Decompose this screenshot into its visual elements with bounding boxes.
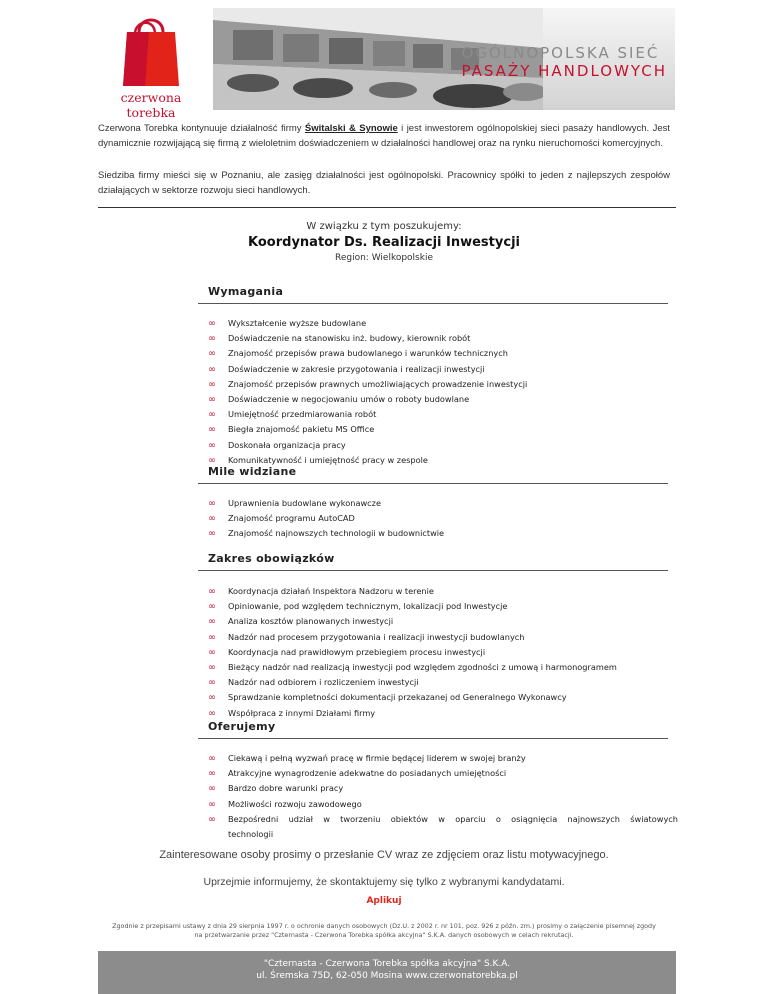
list-item-text: Nadzór nad odbiorem i rozliczeniem inwestycji	[228, 677, 419, 688]
list-item	[208, 346, 678, 361]
company-logo[interactable]	[95, 10, 207, 120]
list-item-text: Bardzo dobre warunki pracy	[228, 783, 344, 794]
infinity-bullet-icon: ∞	[208, 378, 216, 390]
section-divider	[198, 570, 668, 571]
list-item	[208, 331, 678, 346]
infinity-bullet-icon: ∞	[208, 513, 216, 525]
infinity-bullet-icon: ∞	[208, 692, 216, 704]
banner-line-1: OGÓLNOPOLSKA SIEĆ	[461, 44, 660, 62]
infinity-bullet-icon: ∞	[208, 677, 216, 689]
closing-line-1: Zainteresowane osoby prosimy o przesłanie CV wraz ze zdjęciem oraz listu motywacyjnego.	[159, 849, 609, 861]
section-heading-nice-to-have: Mile widziane	[208, 465, 297, 478]
list-item-text: Znajomość przepisów prawa budowlanego i warunków technicznych	[228, 348, 508, 359]
list-item-text: Możliwości rozwoju zawodowego	[228, 798, 362, 809]
list-item-text: Opiniowanie, pod względem technicznym, lokalizacji pod Inwestycje	[228, 601, 508, 612]
requirements-list	[208, 316, 678, 468]
list-item-text: Uprawnienia budowlane wykonawcze	[228, 498, 382, 508]
infinity-bullet-icon: ∞	[208, 631, 216, 643]
infinity-bullet-icon: ∞	[208, 394, 216, 406]
list-item-text: Współpraca z innymi Działami firmy	[228, 707, 376, 718]
infinity-bullet-icon: ∞	[208, 409, 216, 421]
list-item-text: Znajomość najnowszych technologii w budownictwie	[228, 528, 445, 539]
list-item	[208, 316, 678, 331]
list-item	[208, 511, 678, 526]
infinity-bullet-icon: ∞	[208, 439, 216, 451]
section-heading-requirements: Wymagania	[208, 285, 284, 298]
list-item	[208, 675, 678, 690]
list-item	[208, 781, 678, 796]
banner-title	[462, 44, 667, 80]
page-footer	[98, 951, 676, 994]
list-item	[208, 751, 678, 766]
infinity-bullet-icon: ∞	[208, 707, 216, 719]
legal-notice: Zgodnie z przepisami ustawy z dnia 29 sierpnia 1997 r. o ochronie danych osobowych (Dz.U. z 2002 r. nr 101, poz. 926 z późn. zm.) prosimy o załączenie pisemnej zgody na przetwarzanie przez "Czternasta - Czerwona Torebka spółka akcyjna" S.K.A. danych osobowych w celach rekrutacji.	[112, 922, 656, 939]
banner-line-2: PASAŻY HANDLOWYCH	[461, 62, 667, 80]
infinity-bullet-icon: ∞	[208, 601, 216, 613]
list-item	[208, 614, 678, 629]
list-item	[208, 660, 678, 675]
job-region: Region: Wielkopolskie	[335, 253, 433, 263]
infinity-bullet-icon: ∞	[208, 348, 216, 360]
infinity-bullet-icon: ∞	[208, 768, 216, 780]
list-item	[208, 690, 678, 705]
job-lead: W związku z tym poszukujemy:	[306, 221, 462, 232]
intro-paragraph-1	[98, 121, 670, 151]
footer-address: ul. Śremska 75D, 62-050 Mosina www.czerwonatorebka.pl	[256, 971, 518, 981]
infinity-bullet-icon: ∞	[208, 616, 216, 628]
shopping-bag-icon	[119, 10, 183, 88]
list-item-text: Wykształcenie wyższe budowlane	[228, 318, 367, 328]
offer-list	[208, 751, 678, 842]
list-item-text: Ciekawą i pełną wyzwań pracę w firmie będącej liderem w swojej branży	[228, 753, 526, 763]
infinity-bullet-icon: ∞	[208, 783, 216, 795]
infinity-bullet-icon: ∞	[208, 813, 216, 825]
list-item-text: Biegła znajomość pakietu MS Office	[228, 424, 375, 435]
infinity-bullet-icon: ∞	[208, 753, 216, 764]
duties-list	[208, 584, 678, 721]
list-item	[208, 362, 678, 377]
intro-text-after: i jest inwestorem ogólnopolskiej sieci pasaży handlowych. Jest dynamicznie rozwijającą się firmą z wieloletnim doświadczeniem w działalności handlowej oraz na rynku nieruchomości komercyjnych.	[98, 123, 670, 149]
nice-to-have-list	[208, 496, 678, 542]
list-item-text: Doświadczenie na stanowisku inż. budowy, kierownik robót	[228, 333, 471, 344]
logo-text: czerwona torebka	[120, 90, 182, 120]
list-item	[208, 407, 678, 422]
job-title: Koordynator Ds. Realizacji Inwestycji	[248, 235, 520, 250]
list-item-text: Analiza kosztów planowanych inwestycji	[228, 616, 394, 627]
list-item-text: Doświadczenie w negocjowaniu umów o roboty budowlane	[228, 394, 470, 405]
infinity-bullet-icon: ∞	[208, 528, 216, 540]
list-item	[208, 599, 678, 614]
list-item-text: Bezpośredni udział w tworzeniu obiektów w oparciu o osiągnięcia najnowszych światowych	[228, 813, 678, 824]
list-item	[208, 797, 678, 812]
list-item-text: Bieżący nadzór nad realizacją inwestycji pod względem zgodności z umową i harmonogramem	[228, 662, 617, 673]
list-item-continuation	[208, 827, 678, 842]
divider	[98, 207, 676, 208]
intro-paragraph-2: Siedziba firmy mieści się w Poznaniu, ale zasięg działalności jest ogólnopolski. Pracownicy spółki to jeden z najlepszych zespołów działających w sektorze rozwoju sieci handlowych.	[98, 170, 670, 196]
list-item	[208, 630, 678, 645]
section-heading-duties: Zakres obowiązków	[208, 552, 335, 565]
infinity-bullet-icon: ∞	[208, 662, 216, 674]
infinity-bullet-icon: ∞	[208, 586, 216, 597]
list-item	[208, 645, 678, 660]
list-item	[208, 392, 678, 407]
company-link[interactable]: Świtalski & Synowie	[304, 123, 398, 134]
list-item	[208, 584, 678, 599]
list-item-text: Koordynacja działań Inspektora Nadzoru w terenie	[228, 586, 434, 596]
infinity-bullet-icon: ∞	[208, 498, 216, 509]
infinity-bullet-icon: ∞	[208, 318, 216, 329]
list-item	[208, 377, 678, 392]
list-item-text: Doświadczenie w zakresie przygotowania i realizacji inwestycji	[228, 363, 485, 374]
section-heading-offer: Oferujemy	[208, 720, 276, 733]
list-item	[208, 496, 678, 511]
infinity-bullet-icon: ∞	[208, 798, 216, 810]
list-item-text: Doskonała organizacja pracy	[228, 439, 346, 450]
closing-line-2: Uprzejmie informujemy, że skontaktujemy się tylko z wybranymi kandydatami.	[203, 876, 565, 888]
list-item	[208, 812, 678, 827]
list-item-text: Atrakcyjne wynagrodzenie adekwatne do posiadanych umiejętności	[228, 768, 507, 779]
list-item-text: Sprawdzanie kompletności dokumentacji przekazanej od Generalnego Wykonawcy	[228, 692, 567, 703]
section-divider	[198, 483, 668, 484]
infinity-bullet-icon: ∞	[208, 363, 216, 375]
list-item-text: Koordynacja nad prawidłowym przebiegiem procesu inwestycji	[228, 646, 486, 657]
list-item-text: Umiejętność przedmiarowania robót	[228, 409, 377, 420]
section-divider	[198, 738, 668, 739]
list-item	[208, 706, 678, 721]
infinity-bullet-icon: ∞	[208, 454, 216, 466]
list-item	[208, 526, 678, 541]
intro-text-before: Czerwona Torebka kontynuuje działalność firmy	[98, 123, 305, 134]
page-header	[95, 0, 675, 118]
header-banner	[213, 8, 675, 110]
list-item	[208, 422, 678, 437]
infinity-bullet-icon: ∞	[208, 424, 216, 436]
list-item-text: Znajomość programu AutoCAD	[228, 513, 355, 524]
list-item	[208, 438, 678, 453]
list-item-text: Znajomość przepisów prawnych umożliwiających prowadzenie inwestycji	[228, 378, 528, 389]
infinity-bullet-icon: ∞	[208, 333, 216, 345]
footer-company: "Czternasta - Czerwona Torebka spółka akcyjna" S.K.A.	[263, 959, 511, 969]
infinity-bullet-icon: ∞	[208, 646, 216, 658]
list-item-text: technologii	[228, 829, 274, 840]
section-divider	[198, 303, 668, 304]
apply-link[interactable]: Aplikuj	[366, 896, 402, 906]
list-item-text: Nadzór nad procesem przygotowania i realizacji inwestycji budowlanych	[228, 631, 525, 642]
list-item	[208, 766, 678, 781]
list-item-text: Komunikatywność i umiejętność pracy w zespole	[228, 454, 428, 465]
